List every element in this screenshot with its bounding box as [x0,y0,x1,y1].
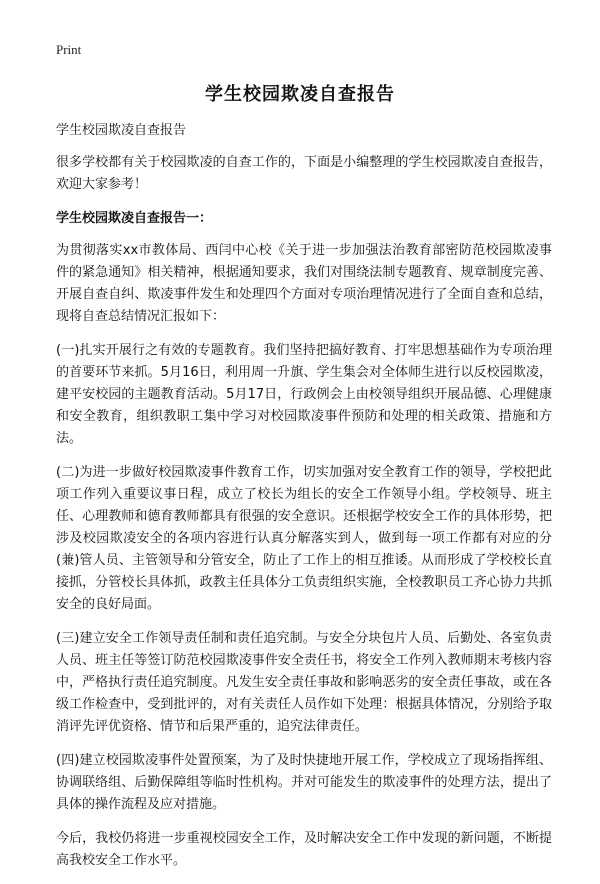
body-paragraph: 为贯彻落实xx市教体局、西闫中心校《关于进一步加强法治教育部密防范校园欺凌事件的紧急通知》相关精神，根据通知要求，我们对围绕法制专题教育、规章制度完善、开展自查自纠、欺凌事件发生和处理四个方面对专项治理情况进行了全面自查和总结，现将自查总结情况汇报如下： [56,243,552,324]
body-paragraph: (二)为进一步做好校园欺凌事件教育工作，切实加强对安全教育工作的领导，学校把此项工作列入重要议事日程，成立了校长为组长的安全工作领导小组。学校领导、班主任、心理教师和德育教师都具有很强的安全意识。还根据学校安全工作的具体形势，把涉及校园欺凌安全的各项内容进行认真分解落实到人，做到每一项工作都有对应的分(兼)管人员、主管领导和分管安全，防止了工作上的相互推诿。从而形成了学校校长直接抓，分管校长具体抓，政教主任具体分工负责组织实施，全校教职员工齐心协力共抓安全的良好局面。 [56,465,552,612]
body-paragraph: 今后，我校仍将进一步重视校园安全工作，及时解决安全工作中发现的新问题，不断提高我校安全工作水平。 [56,831,552,868]
section-heading: 学生校园欺凌自查报告一： [56,211,213,226]
document-subtitle: 学生校园欺凌自查报告 [56,123,187,138]
body-paragraph: (三)建立安全工作领导责任制和责任追究制。与安全分块包片人员、后勤处、各室负责人员、班主任等签订防范校园欺凌事件安全责任书，将安全工作列入教师期末考核内容中，严格执行责任追究制度。凡发生安全责任事故和影响恶劣的安全责任事故，或在各级工作检查中，受到批评的，对有关责任人员作如下处理：根据具体情况，分别给予取消评先评优资格、情节和后果严重的，追究法律责任。 [56,631,552,734]
document-title: 学生校园欺凌自查报告 [205,84,395,105]
document-body [56,120,552,884]
body-paragraph: (四)建立校园欺凌事件处置预案，为了及时快捷地开展工作，学校成立了现场指挥组、协调联络组、后勤保障组等临时性机构。并对可能发生的欺凌事件的处理方法，提出了具体的操作流程及应对措施。 [56,753,552,812]
body-paragraph: (一)扎实开展行之有效的专题教育。我们坚持把搞好教育、打牢思想基础作为专项治理的首要环节来抓。5月16日，利用周一升旗、学生集会对全体师生进行以反校园欺凌，建平安校园的主题教育活动。5月17日，行政例会上由校领导组织开展品德、心理健康和安全教育，组织教职工集中学习对校园欺凌事件预防和处理的相关政策、措施和方法。 [56,343,552,446]
print-label: Print [56,42,82,57]
intro-paragraph: 很多学校都有关于校园欺凌的自查工作的，下面是小编整理的学生校园欺凌自查报告，欢迎大家参考！ [56,155,552,192]
